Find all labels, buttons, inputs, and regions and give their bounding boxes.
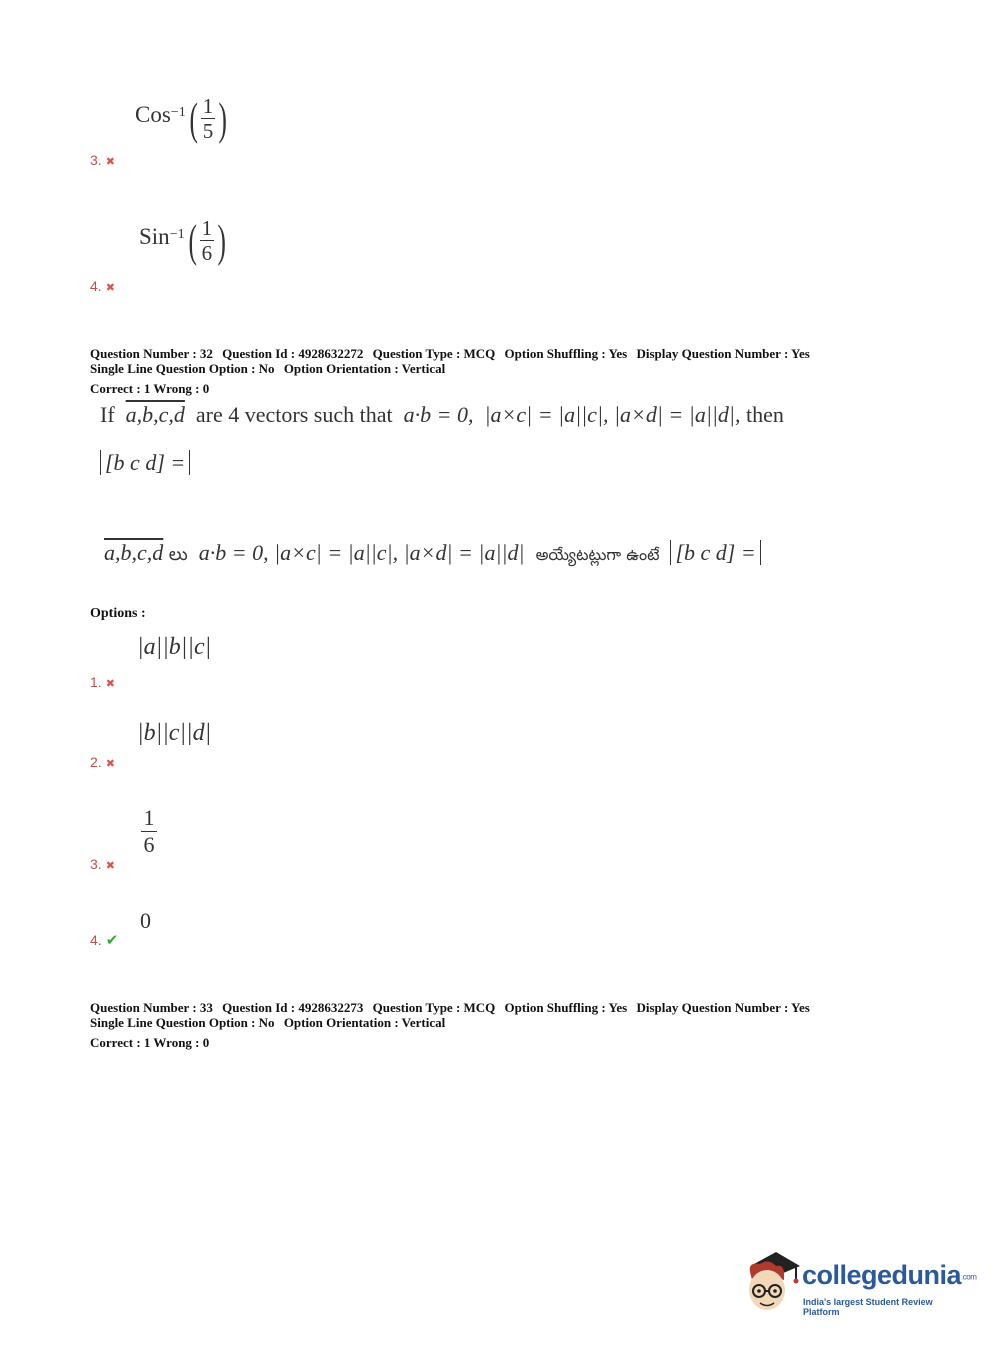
- wrong-icon: ✖: [105, 155, 115, 168]
- q32-metadata: Question Number : 32 Question Id : 4928632272 Question Type : MCQ Option Shuffling : Yes Display Question Number : Yes Single Line Question Option : No Option Orientation : Vertical Correct : 1 Wrong : 0: [90, 346, 970, 396]
- q32-option-3-formula: $\frac{1}{6}$: [141, 806, 157, 857]
- q31-option-3-formula: Cos$^{-1}$( $\frac{1}{5}$ ): [135, 93, 227, 144]
- q32-correct-wrong: Correct : 1 Wrong : 0: [90, 381, 210, 396]
- brand-name: collegedunia.com: [802, 1260, 977, 1290]
- q32-option-4-formula: 0: [140, 908, 151, 933]
- q32-question-ask-english: [b c d] =: [100, 450, 190, 476]
- wrong-icon: ✖: [105, 281, 115, 294]
- options-heading: Options :: [90, 606, 146, 621]
- q32-option-2-formula: |b||c||d|: [137, 720, 212, 746]
- correct-check-icon: ✔: [105, 931, 119, 949]
- wrong-icon: ✖: [105, 757, 115, 770]
- q32-option-1-formula: |a||b||c|: [137, 634, 212, 660]
- collegedunia-logo: [740, 1250, 977, 1320]
- q32-question-english: If a,b,c,d are 4 vectors such that a·b = 0, |a×c| = |a||c|, |a×d| = |a||d|, then: [100, 402, 784, 427]
- q31-option-3-label: 3. ✖: [90, 152, 115, 168]
- q31-option-4-label: 4. ✖: [90, 278, 115, 294]
- wrong-icon: ✖: [105, 677, 115, 690]
- q32-question-telugu: a,b,c,d లు a·b = 0, |a×c| = |a||c|, |a×d| = |a||d| అయ్యేటట్లుగా ఉంటే [b c d] =: [104, 540, 964, 569]
- q32-option-2-label: 2. ✖: [90, 754, 115, 770]
- brand-tagline: India's largest Student Review Platform: [803, 1297, 933, 1317]
- q32-option-1-label: 1. ✖: [90, 674, 115, 690]
- q33-metadata: Question Number : 33 Question Id : 4928632273 Question Type : MCQ Option Shuffling : Yes Display Question Number : Yes Single Line Question Option : No Option Orientation : Vertical Correct : 1 Wrong : 0: [90, 1000, 970, 1050]
- q32-option-3-label: 3. ✖: [90, 856, 115, 872]
- q32-option-4-label: 4. ✔: [90, 931, 119, 949]
- q31-option-4-formula: Sin$^{-1}$( $\frac{1}{6}$ ): [139, 215, 226, 266]
- mascot-icon: [740, 1250, 802, 1316]
- wrong-icon: ✖: [105, 859, 115, 872]
- q33-correct-wrong: Correct : 1 Wrong : 0: [90, 1035, 210, 1050]
